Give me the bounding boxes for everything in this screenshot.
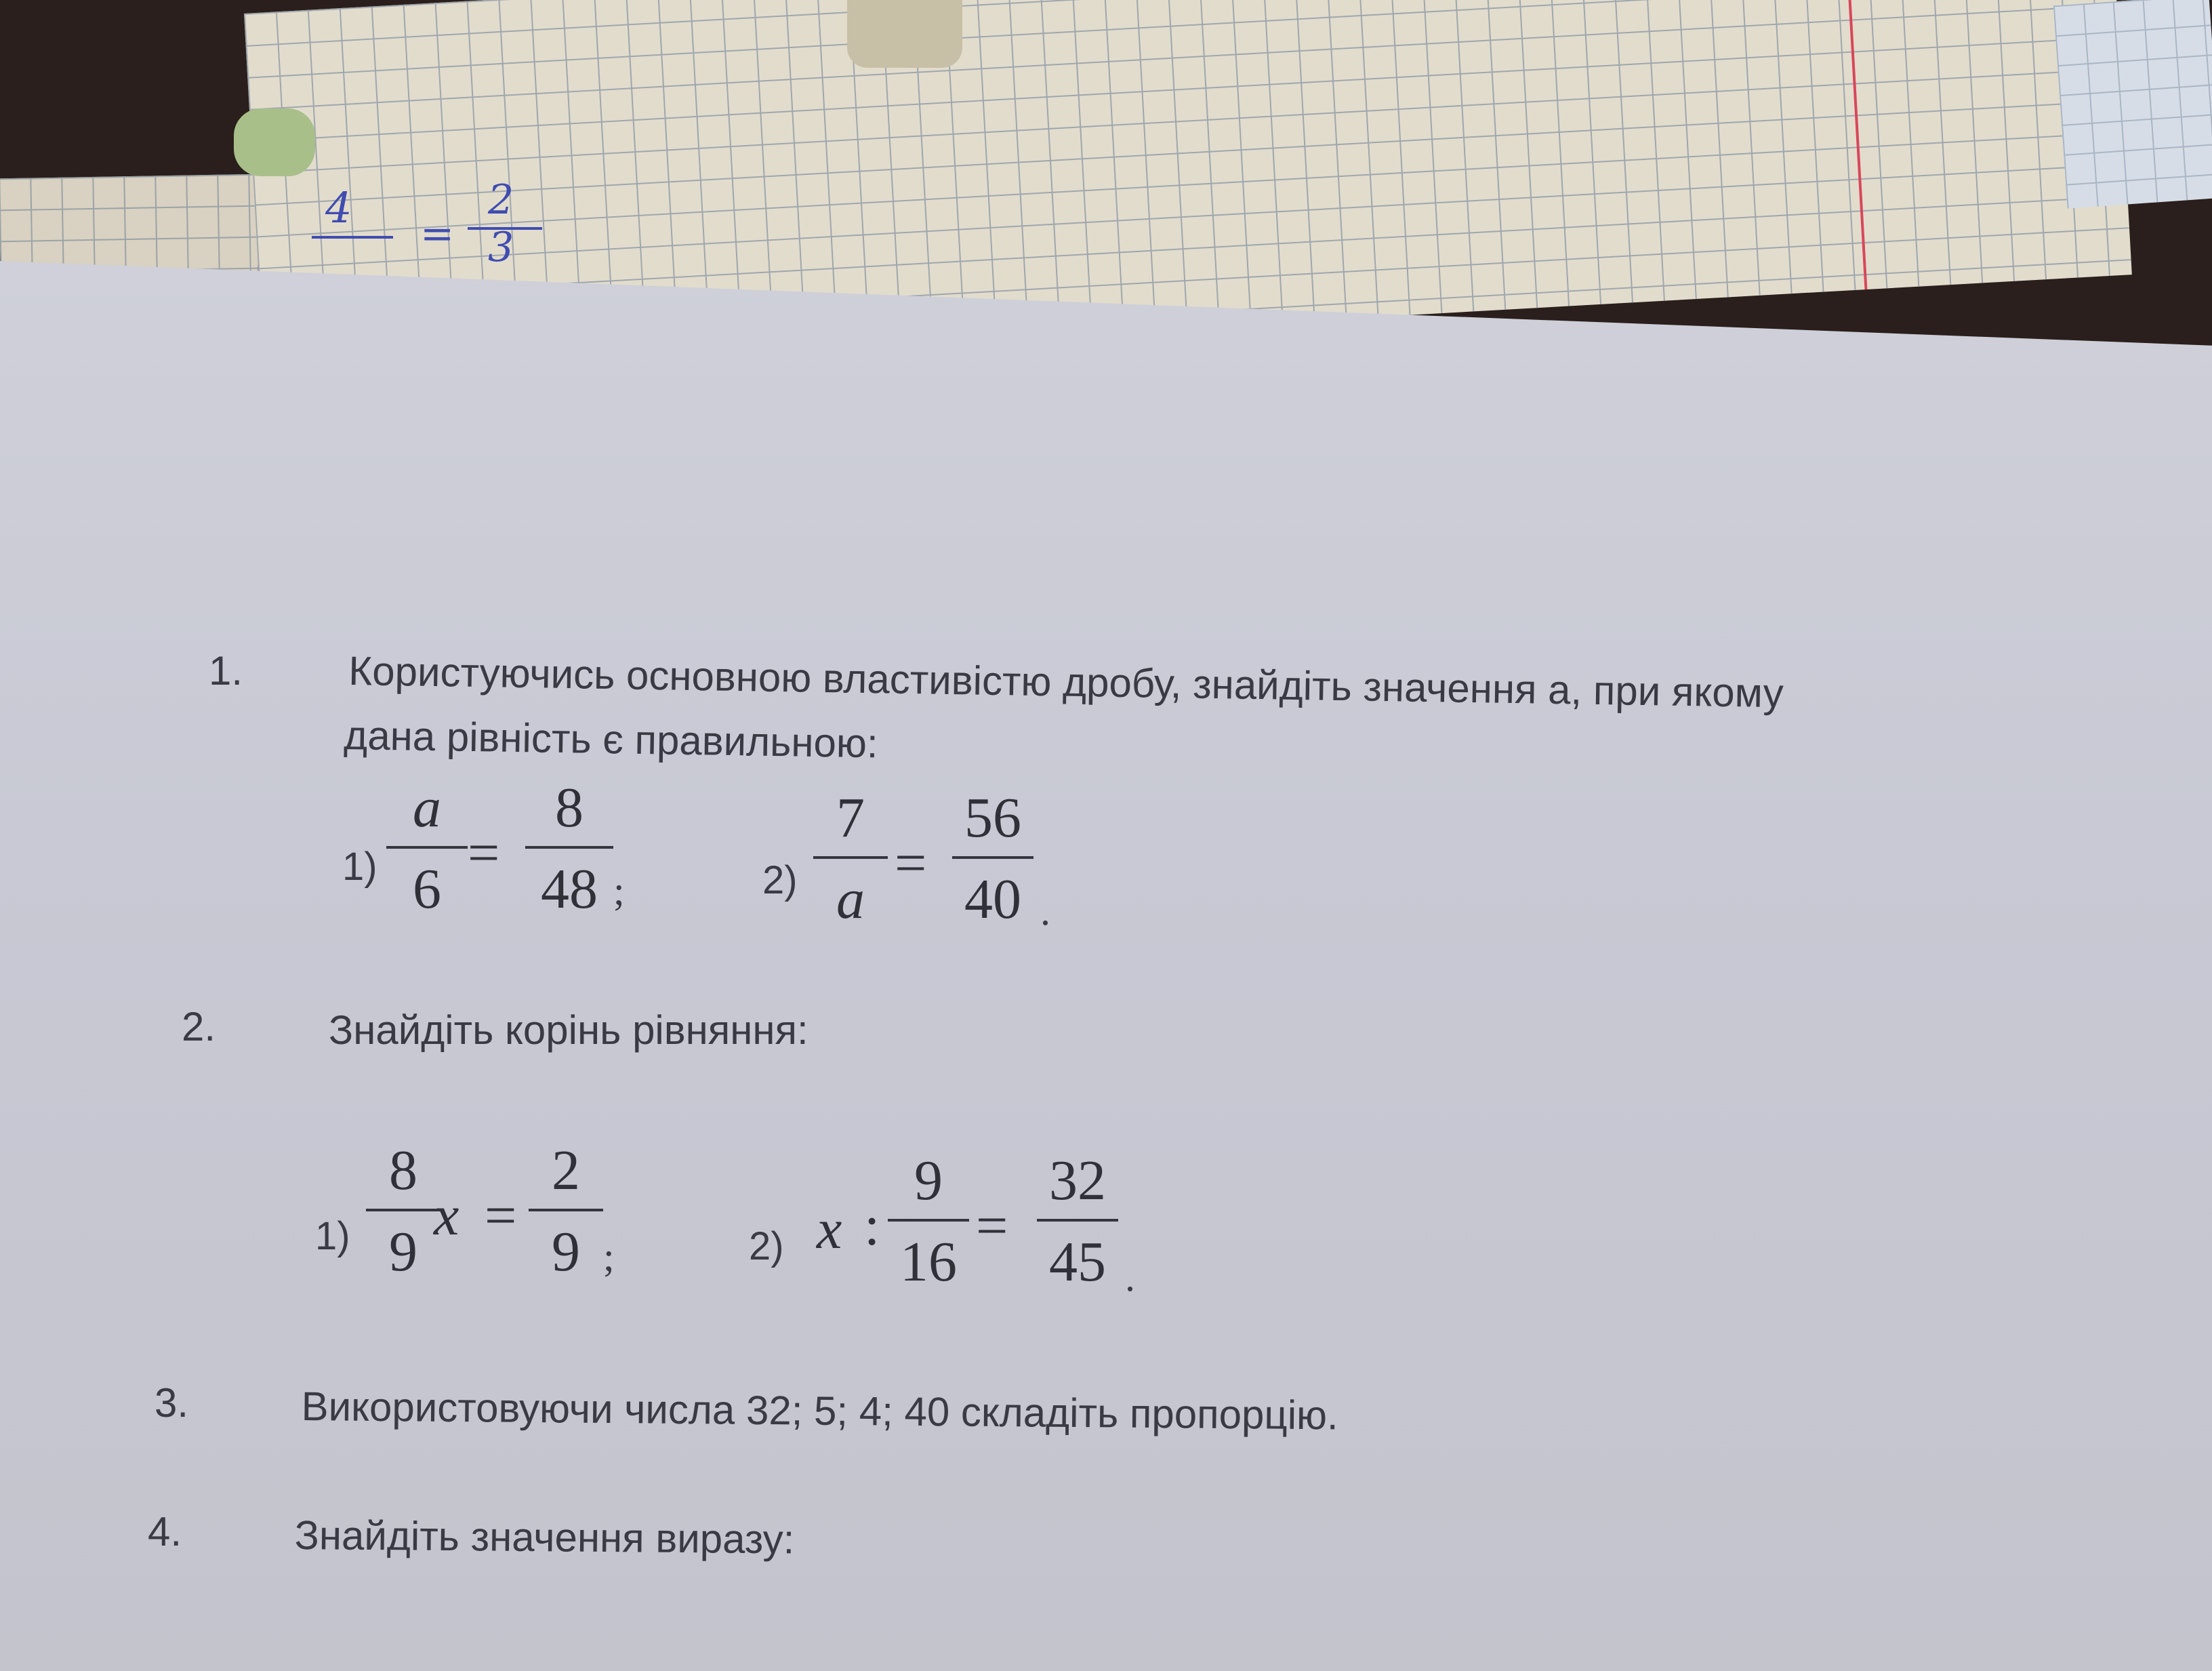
- equals-sign: =: [976, 1194, 1008, 1257]
- fraction-bar: [525, 846, 613, 849]
- task-4-number: 4.: [148, 1509, 182, 1554]
- hand-numerator: 4: [325, 183, 352, 233]
- task-1-item-1-lhs-fraction: [386, 776, 468, 921]
- task-1-item-2-rhs-fraction: [952, 786, 1033, 931]
- variable-x: x: [434, 1184, 459, 1247]
- task-1-item-2-lhs-fraction: [813, 786, 888, 931]
- variable-x: x: [817, 1198, 842, 1261]
- fraction-bar: [1037, 1219, 1118, 1222]
- task-1-item-1-label: 1): [342, 845, 377, 889]
- fraction-numerator: 9: [914, 1149, 943, 1212]
- task-2-item-1-coef-fraction: [366, 1139, 441, 1283]
- equals-sign: =: [895, 832, 927, 895]
- fraction-denominator: 45: [1049, 1230, 1106, 1293]
- fraction-denominator: 9: [552, 1220, 580, 1283]
- fraction-numerator: 7: [836, 786, 865, 849]
- fraction-bar: [366, 1209, 441, 1211]
- fraction-bar: [952, 856, 1033, 859]
- fraction-bar: [529, 1209, 603, 1211]
- fraction-denominator: 48: [541, 858, 598, 921]
- fraction-bar: [386, 846, 468, 849]
- task-3-number: 3.: [155, 1380, 189, 1426]
- fraction-denominator: a: [836, 868, 865, 931]
- division-sign: :: [864, 1194, 880, 1257]
- task-4-text: Знайдіть значення виразу:: [294, 1512, 795, 1563]
- task-1-text-line-2: дана рівність є правильною:: [343, 712, 879, 767]
- fraction-denominator: 40: [964, 868, 1021, 931]
- hand-denominator-2: 3: [488, 224, 514, 271]
- semicolon: ;: [613, 868, 625, 913]
- fraction-bar: [888, 1219, 969, 1222]
- fraction-bar: [813, 856, 888, 859]
- task-1-item-2-label: 2): [762, 858, 798, 902]
- task-2-item-2-rhs-fraction: [1037, 1149, 1118, 1293]
- fraction-denominator: 6: [413, 858, 441, 921]
- fraction-numerator: 56: [964, 786, 1021, 849]
- task-2-item-1-rhs-fraction: [529, 1139, 603, 1283]
- task-2-item-1-label: 1): [315, 1214, 350, 1258]
- task-1-number: 1.: [209, 648, 243, 693]
- task-2-number: 2.: [182, 1004, 216, 1049]
- fraction-denominator: 9: [389, 1220, 417, 1283]
- task-2-item-2-coef-fraction: [888, 1149, 969, 1293]
- period: .: [1125, 1255, 1135, 1300]
- fraction-numerator: 8: [555, 776, 583, 839]
- hand-numerator-2: 2: [488, 176, 514, 224]
- fraction-numerator: 2: [552, 1139, 580, 1202]
- semicolon: ;: [603, 1234, 615, 1279]
- equals-sign: =: [485, 1184, 517, 1247]
- task-3-text: Використовуючи числа 32; 5; 4; 40 складіть пропорцію.: [301, 1383, 1339, 1438]
- fraction-numerator: a: [413, 776, 441, 839]
- fraction-denominator: 16: [900, 1230, 957, 1293]
- task-2-item-2-label: 2): [749, 1224, 784, 1268]
- hand-equals: =: [420, 210, 455, 258]
- fraction-numerator: 32: [1049, 1149, 1106, 1212]
- equals-sign: =: [468, 822, 500, 885]
- task-1-text-line-1: Користуючись основною властивістю дробу, знайдіть значення a, при якому: [348, 647, 1784, 717]
- fraction-numerator: 8: [389, 1139, 417, 1202]
- task-1-item-1-rhs-fraction: [525, 776, 613, 921]
- period: .: [1040, 889, 1050, 933]
- task-2-text: Знайдіть корінь рівняння:: [329, 1007, 808, 1053]
